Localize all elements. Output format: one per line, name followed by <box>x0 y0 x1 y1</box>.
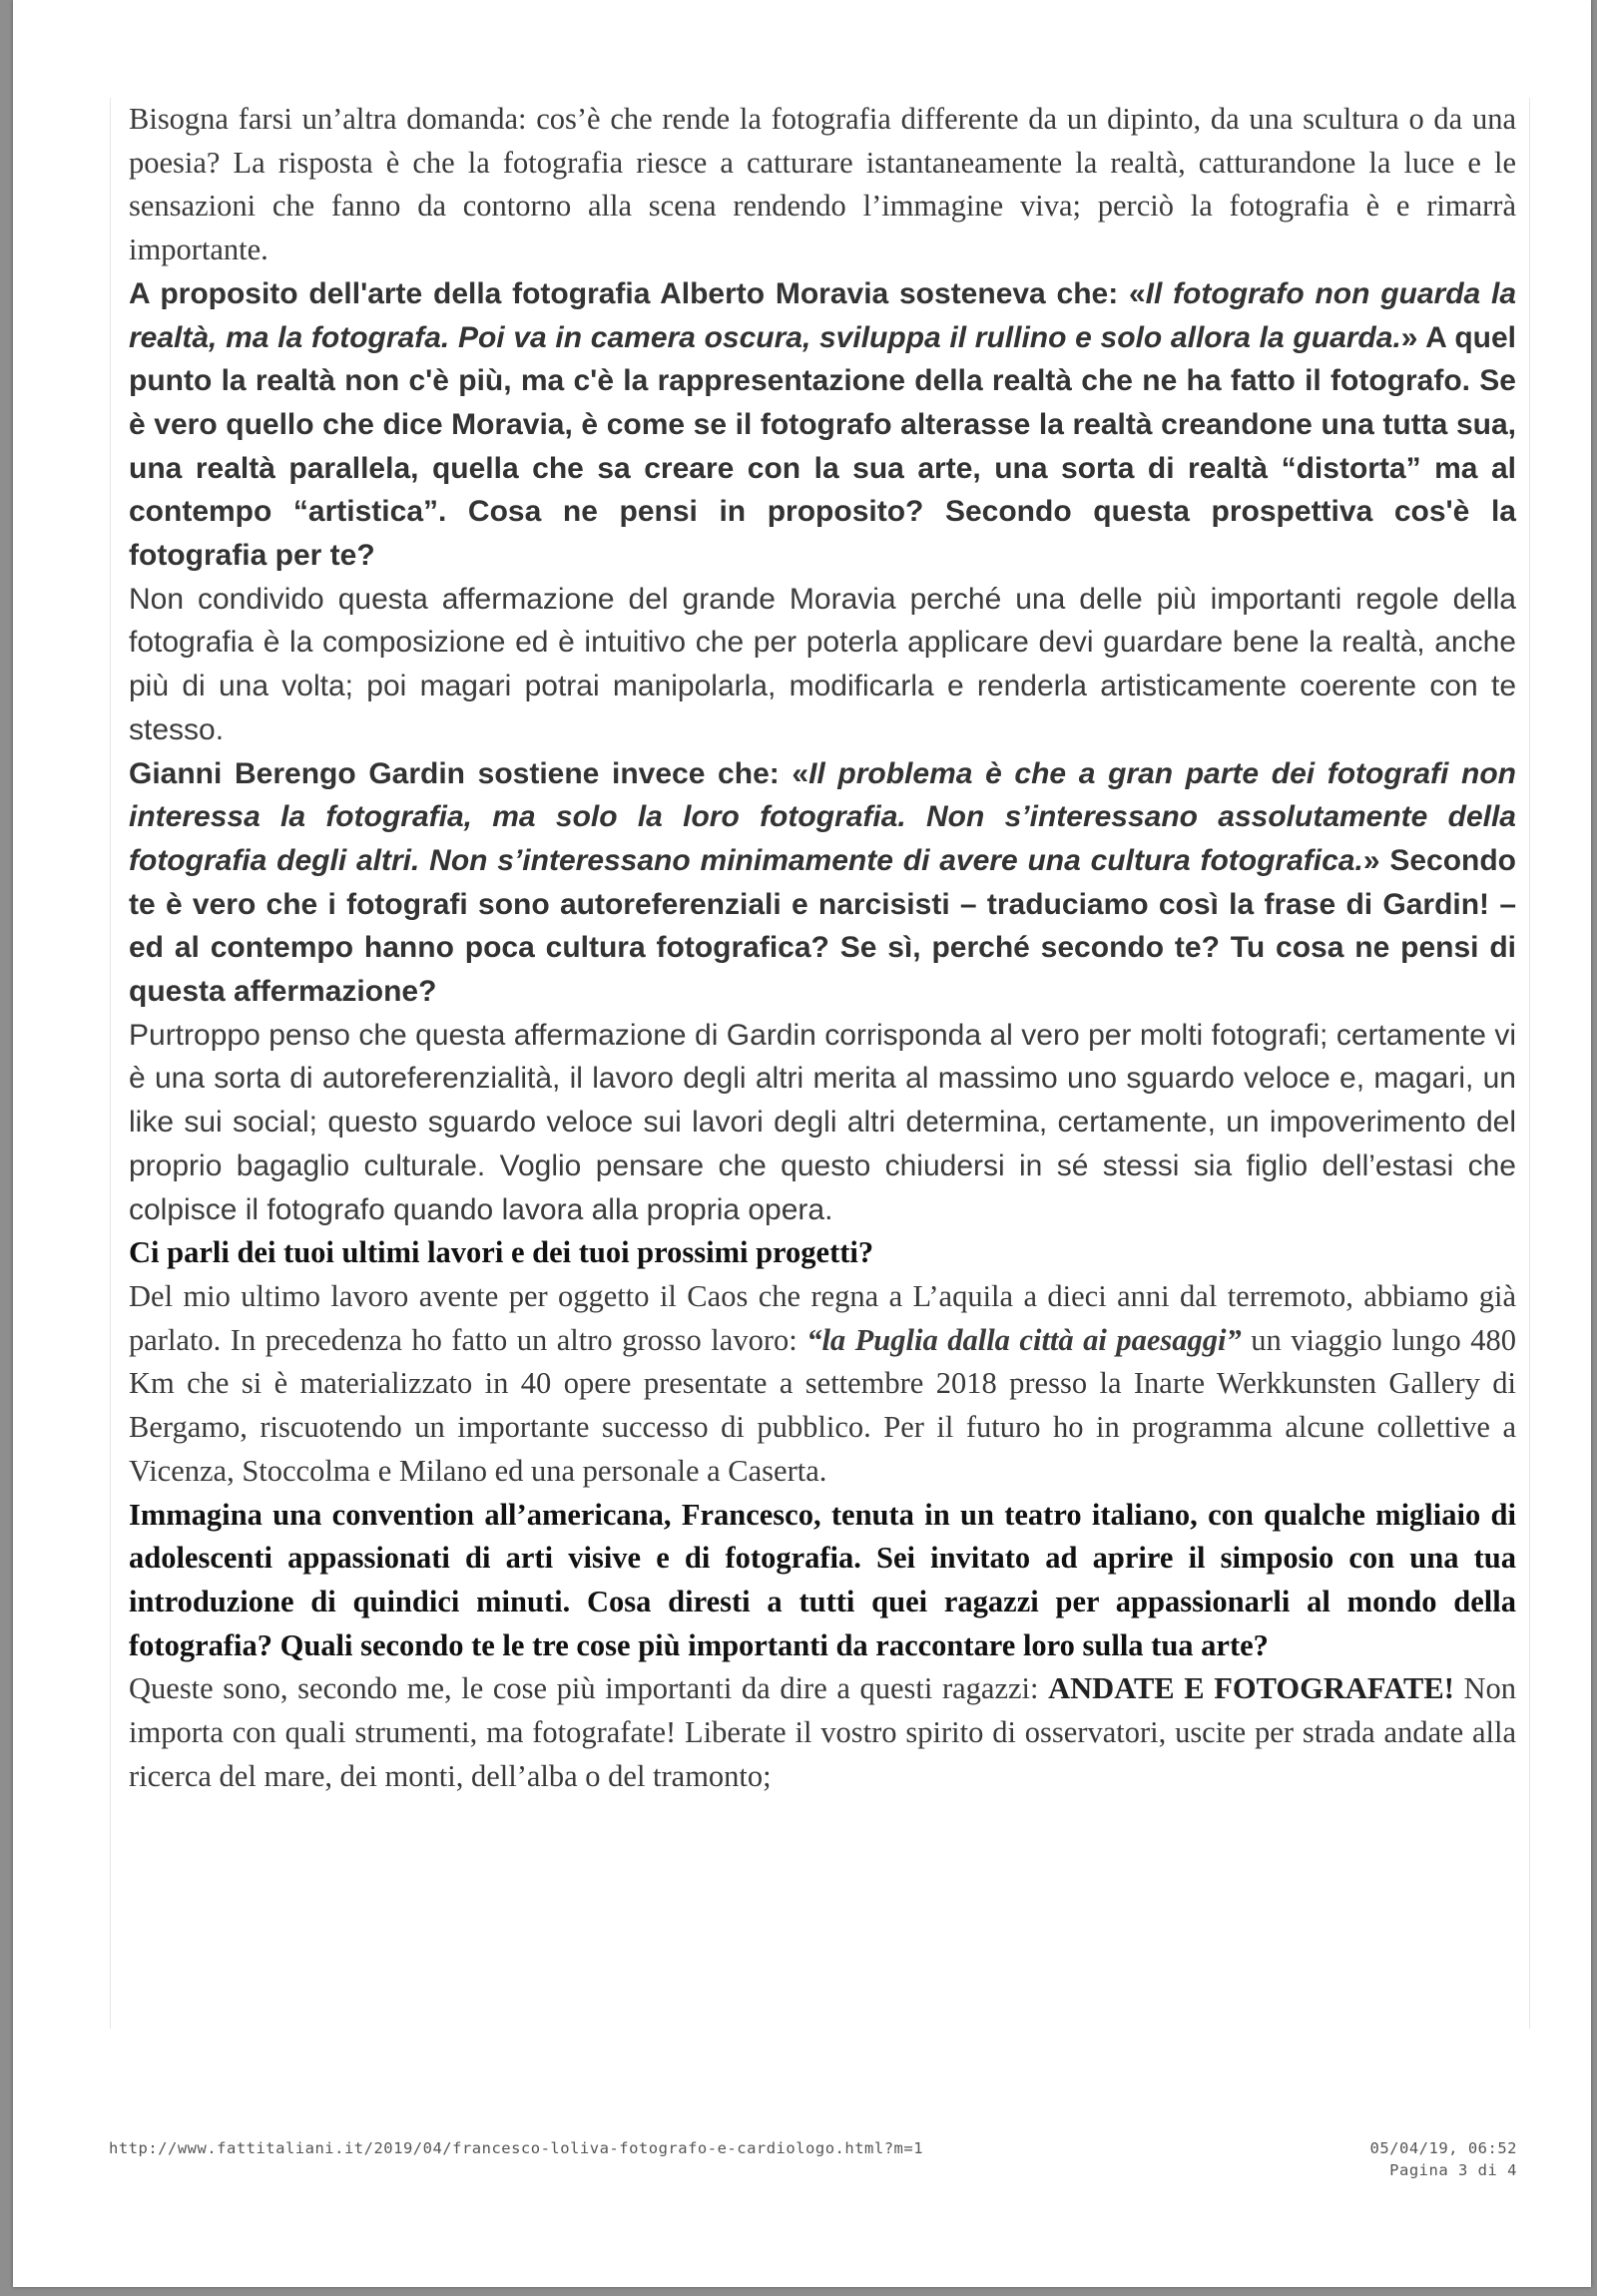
puglia-project-title: “la Puglia dalla città ai paesaggi” <box>806 1322 1242 1357</box>
question-gardin-intro: Gianni Berengo Gardin sostiene invece che: « <box>129 756 809 790</box>
question-moravia <box>129 272 1516 578</box>
answer-convention <box>129 1667 1516 1798</box>
footer-url[interactable]: http://www.fattitaliani.it/2019/04/francesco-loliva-fotografo-e-cardiologo.html?m=1 <box>109 2139 924 2157</box>
answer-convention-rest: Non importa con quali strumenti, ma fotografate! Liberate il vostro spirito di osservatori, uscite per strada andate alla ricerca del mare, dei monti, dell’alba o del tramonto; <box>129 1671 1517 1793</box>
moravia-quote: Il fotografo non guarda la realtà, ma la fotografa. Poi va in camera oscura, sviluppa il rullino e solo allora la guarda. <box>129 276 1517 354</box>
question-moravia-rest: » A quel punto la realtà non c'è più, ma c'è la rappresentazione della realtà che ne ha fatto il fotografo. Se è vero quello che dice Moravia, è come se il fotografo alterasse la realtà creandone una tutta sua, una realtà parallela, quella che sa creare con la sua arte, una sorta di realtà “distorta” ma al contempo “artistica”. Cosa ne pensi in proposito? Secondo questa prospettiva cos'è la fotografia per te? <box>129 320 1516 573</box>
question-moravia-intro: A proposito dell'arte della fotografia Alberto Moravia sosteneva che: « <box>129 276 1146 310</box>
answer-gardin: Purtroppo penso che questa affermazione di Gardin corrisponda al vero per molti fotografi; certamente vi è una sorta di autoreferenzialità, il lavoro degli altri merita al massimo uno sguardo veloce e, magari, un like sui social; questo sguardo veloce sui lavori degli altri determina, certamente, un impoverimento del proprio bagaglio culturale. Voglio pensare che questo chiudersi in sé stessi sia figlio dell’estasi che colpisce il fotografo quando lavora alla propria opera. <box>129 1018 1516 1226</box>
question-gardin <box>129 752 1516 1014</box>
answer-projects-intro: Del mio ultimo lavoro avente per oggetto il Caos che regna a L’aquila a dieci anni dal terremoto, abbiamo già parlato. In precedenza ho fatto un altro grosso lavoro: <box>129 1278 1516 1357</box>
article-body <box>129 98 1516 1798</box>
answer-convention-intro: Queste sono, secondo me, le cose più importanti da dire a questi ragazzi: <box>129 1671 1049 1706</box>
question-convention: Immagina una convention all’americana, Francesco, tenuta in un teatro italiano, con qualche migliaio di adolescenti appassionati di arti visive e di fotografia. Sei invitato ad aprire il simposio con una tua introduzione di quindici minuti. Cosa diresti a tutti quei ragazzi per appassionarli al mondo della fotografia? Quali secondo te le tre cose più importanti da raccontare loro sulla tua arte? <box>129 1497 1516 1662</box>
question-projects: Ci parli dei tuoi ultimi lavori e dei tuoi prossimi progetti? <box>129 1235 874 1270</box>
answer-projects-rest: un viaggio lungo 480 Km che si è materializzato in 40 opere presentate a settembre 2018 presso la Inarte Werkkunsten Gallery di Bergamo, riscuotendo un importante successo di pubblico. Per il futuro ho in programma alcune collettive a Vicenza, Stoccolma e Milano ed una personale a Caserta. <box>129 1322 1516 1488</box>
footer-datetime: 05/04/19, 06:52 <box>1369 2139 1517 2157</box>
left-margin-line <box>110 98 111 2029</box>
question-gardin-rest: » Secondo te è vero che i fotografi sono autoreferenziali e narcisisti – traduciamo così la frase di Gardin! – ed al contempo hanno poca cultura fotografica? Se sì, perché secondo te? Tu cosa ne pensi di questa affermazione? <box>129 843 1516 1009</box>
answer-moravia: Non condivido questa affermazione del grande Moravia perché una delle più importanti regole della fotografia è la composizione ed è intuitivo che per poterla applicare devi guardare bene la realtà, anche più di una volta; poi magari potrai manipolarla, modificarla e renderla artisticamente coerente con te stesso. <box>129 582 1516 746</box>
gardin-quote: Il problema è che a gran parte dei fotografi non interessa la fotografia, ma solo la loro fotografia. Non s’interessano assolutamente della fotografia degli altri. Non s’interessano minimamente di avere una cultura fotografica. <box>129 756 1516 877</box>
andate-e-fotografate: ANDATE E FOTOGRAFATE! <box>1048 1671 1454 1706</box>
footer-page-number: Pagina 3 di 4 <box>1389 2161 1517 2179</box>
right-margin-line <box>1529 98 1530 2029</box>
paragraph-photography-difference: Bisogna farsi un’altra domanda: cos’è che rende la fotografia differente da un dipinto, da una scultura o da una poesia? La risposta è che la fotografia riesce a catturare istantaneamente la realtà, catturandone la luce e le sensazioni che fanno da contorno alla scena rendendo l’immagine viva; perciò la fotografia è e rimarrà importante. <box>129 102 1516 267</box>
footer-meta <box>1370 2137 1517 2181</box>
answer-projects <box>129 1275 1516 1494</box>
pdf-page <box>13 0 1591 2287</box>
